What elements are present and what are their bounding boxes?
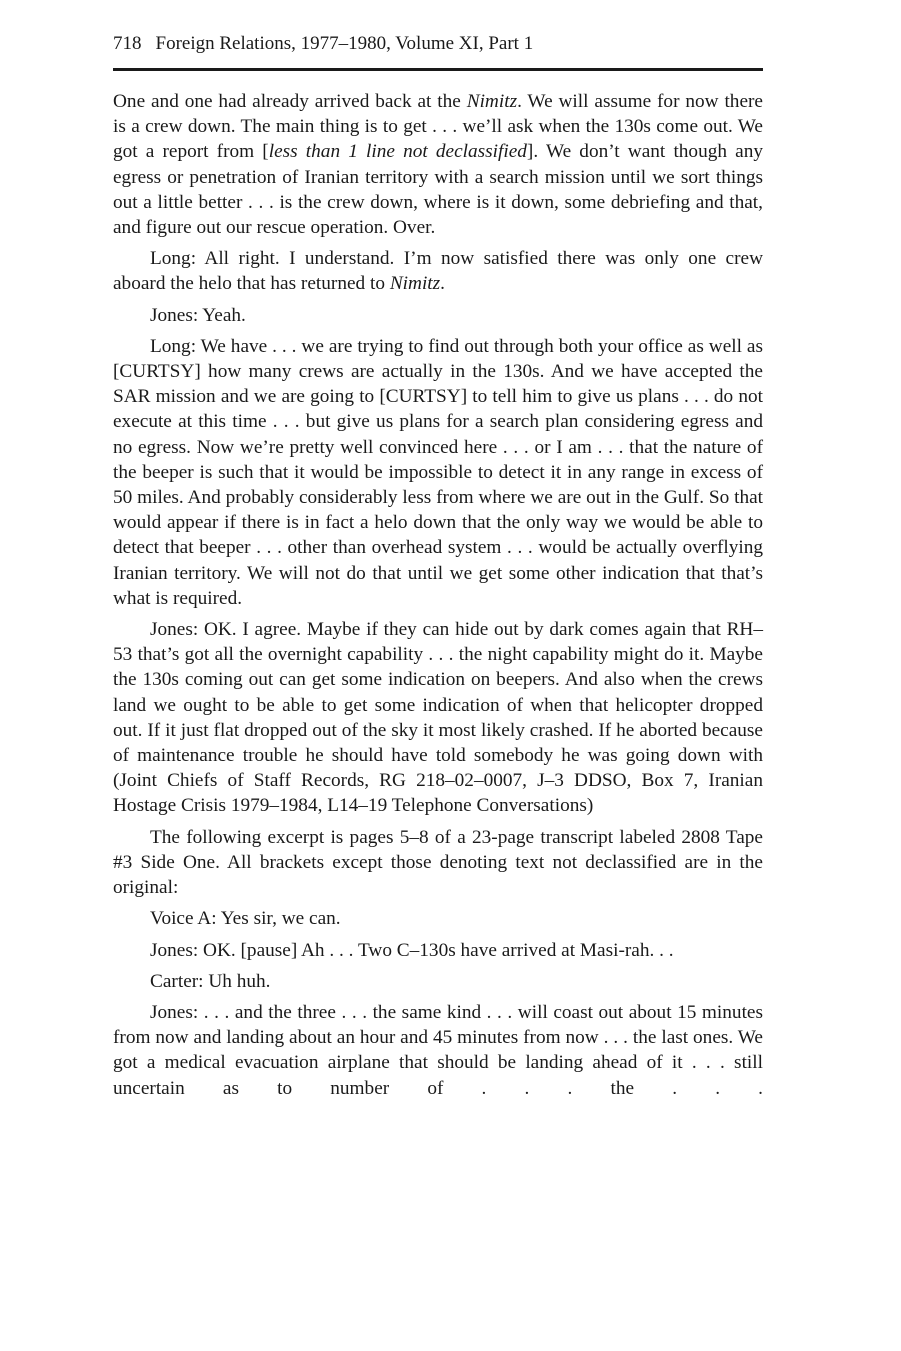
paragraph-5: Jones: OK. I agree. Maybe if they can hide out by dark comes again that RH–53 that’s got all the overnight capability . . . the night capability might do it. Maybe the 130s coming out can get some indication on beepers. And also when the crews land we ought to be able to get some indication of when that helicopter dropped out. If it just flat dropped out of the sky it most likely crashed. If he aborted because of maintenance trouble he should have told somebody he was going down with (Joint Chiefs of Staff Records, RG 218–02–0007, J–3 DDSO, Box 7, Iranian Hostage Crisis 1979–1984, L14–19 Telephone Conversations) (113, 619, 763, 817)
document-page (113, 30, 763, 1107)
paragraph-4: Long: We have . . . we are trying to find out through both your office as well as [CURTSY] how many crews are actually in the 130s. And we have accepted the SAR mission and we are going to [CURTSY] to tell him to give us plans . . . do not execute at this time . . . but give us plans for a search plan considering egress and no egress. Now we’re pretty well convinced here . . . or I am . . . that the nature of the beeper is such that it would be impossible to detect it in any range in excess of 50 miles. And probably considerably less from where we are out in the Gulf. So that would appear if there is in fact a helo down that the only way we would be able to detect that beeper . . . other than overhead system . . . would be actually overflying Iranian territory. We will not do that until we get some other indication that that’s what is required. (113, 335, 763, 609)
text-run: Long: All right. I understand. I’m now satisfied there was only one crew aboard the helo that has returned to (113, 248, 763, 295)
running-title: Foreign Relations, 1977–1980, Volume XI, Part 1 (155, 33, 534, 54)
text-run: ]. We don’t want though any egress or penetration of Iranian territory with a search mission until we sort things out a little better . . . is the crew down, where is it down, some debriefing and that, and figure out our rescue operation. Over. (113, 141, 763, 239)
text-run: . We will assume for now there is a crew down. The main thing is to get . . . we’ll ask when the 130s come out. We got a report from [ (113, 91, 763, 163)
page-number: 718 (113, 33, 142, 54)
running-head (113, 30, 763, 58)
body-text (113, 89, 763, 1101)
paragraph-1 (113, 89, 763, 240)
ship-name-italic: Nimitz (389, 273, 441, 295)
paragraph-9: Carter: Uh huh. (150, 970, 271, 992)
header-rule (113, 68, 763, 71)
paragraph-3: Jones: Yeah. (150, 304, 246, 326)
not-declassified-note: less than 1 line not declassified (268, 141, 527, 163)
paragraph-7: Voice A: Yes sir, we can. (150, 908, 341, 930)
paragraph-2 (113, 246, 763, 296)
text-run: One and one had already arrived back at the (113, 91, 467, 112)
paragraph-10: Jones: . . . and the three . . . the same kind . . . will coast out about 15 minutes from now and landing about an hour and 45 minutes from now . . . the last ones. We got a medical evacuation airplane that should be landing ahead of it . . . still uncertain as to number of . . . the . . . (113, 1001, 763, 1099)
text-run: . (440, 273, 445, 295)
ship-name-italic: Nimitz (466, 91, 518, 112)
paragraph-6: The following excerpt is pages 5–8 of a 23-page transcript labeled 2808 Tape #3 Side One. All brackets except those denoting text not declassified are in the original: (113, 826, 763, 899)
paragraph-8: Jones: OK. [pause] Ah . . . Two C–130s have arrived at Masi-rah. . . (150, 939, 674, 961)
